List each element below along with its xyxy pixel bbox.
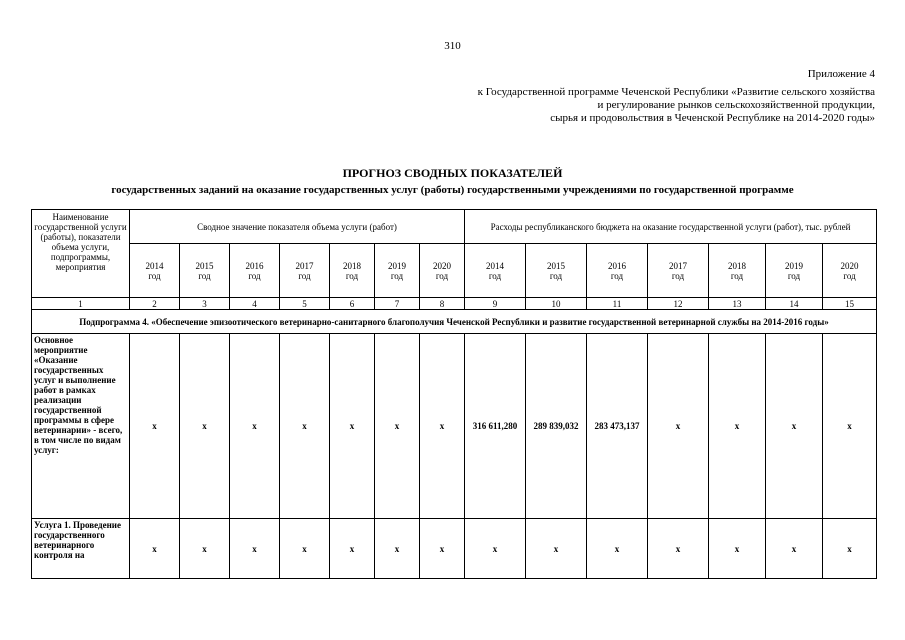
header-year: 2016 год: [230, 244, 280, 298]
column-number: 14: [766, 298, 823, 310]
column-number: 8: [420, 298, 465, 310]
table-cell: x: [280, 519, 330, 579]
table-cell: x: [130, 334, 180, 519]
table-cell: x: [420, 334, 465, 519]
appendix-line: сырья и продовольствия в Чеченской Республике на 2014-2020 годы»: [550, 112, 875, 124]
subprogram-title: Подпрограмма 4. «Обеспечение эпизоотического ветеринарно-санитарного благополучия Чеченской Республики и развитие государственной ветеринарной службы на 2014-2016 годы»: [32, 310, 877, 334]
header-name-column: Наименование государственной услуги (работы), показатели объема услуги, подпрограммы, мероприятия: [32, 210, 130, 298]
table-cell: x: [230, 519, 280, 579]
table-cell: x: [375, 519, 420, 579]
table-cell: x: [766, 334, 823, 519]
header-year: 2019 год: [766, 244, 823, 298]
column-number: 3: [180, 298, 230, 310]
header-year: 2014 год: [130, 244, 180, 298]
table-cell: x: [709, 334, 766, 519]
header-group-expenses: Расходы республиканского бюджета на оказание государственной услуги (работ), тыс. рублей: [465, 210, 877, 244]
header-year: 2020 год: [823, 244, 877, 298]
table-cell: x: [648, 519, 709, 579]
table-cell: x: [709, 519, 766, 579]
column-number: 10: [526, 298, 587, 310]
appendix-label: Приложение 4: [807, 68, 875, 80]
header-year: 2018 год: [330, 244, 375, 298]
table-cell: x: [330, 519, 375, 579]
appendix-line: и регулирование рынков сельскохозяйственной продукции,: [597, 99, 875, 111]
table-cell-amount: 289 839,032: [526, 334, 587, 519]
row-name: Основное мероприятие «Оказание государственных услуг и выполнение работ в рамках реализации государственной программы в сфере ветеринарии» - всего, в том числе по видам услуг:: [32, 334, 130, 519]
table-cell: x: [375, 334, 420, 519]
column-number: 2: [130, 298, 180, 310]
table-cell: x: [465, 519, 526, 579]
table-cell: x: [648, 334, 709, 519]
table-cell: x: [823, 519, 877, 579]
document-subtitle: государственных заданий на оказание государственных услуг (работы) государственными учреждениями по государственной программе: [111, 184, 794, 196]
table-cell: x: [180, 519, 230, 579]
table-cell-amount: 283 473,137: [587, 334, 648, 519]
column-number: 4: [230, 298, 280, 310]
table-cell: x: [230, 334, 280, 519]
page-number: 310: [444, 40, 461, 52]
header-group-volume: Сводное значение показателя объема услуги (работ): [130, 210, 465, 244]
table-cell: x: [823, 334, 877, 519]
column-number: 5: [280, 298, 330, 310]
header-year: 2015 год: [526, 244, 587, 298]
table-cell: x: [420, 519, 465, 579]
table-cell-amount: 316 611,280: [465, 334, 526, 519]
header-year: 2017 год: [648, 244, 709, 298]
table-row: [32, 334, 877, 519]
header-year: 2019 год: [375, 244, 420, 298]
table-cell: x: [330, 334, 375, 519]
column-number: 9: [465, 298, 526, 310]
header-years-row: [32, 244, 877, 298]
column-number: 1: [32, 298, 130, 310]
column-number: 12: [648, 298, 709, 310]
table-cell: x: [180, 334, 230, 519]
column-number: 15: [823, 298, 877, 310]
header-year: 2015 год: [180, 244, 230, 298]
header-year: 2018 год: [709, 244, 766, 298]
appendix-line: к Государственной программе Чеченской Республики «Развитие сельского хозяйства: [477, 86, 875, 98]
column-number: 11: [587, 298, 648, 310]
column-number: 13: [709, 298, 766, 310]
header-year: 2016 год: [587, 244, 648, 298]
header-year: 2020 год: [420, 244, 465, 298]
column-number: 6: [330, 298, 375, 310]
table-cell: x: [130, 519, 180, 579]
header-year: 2017 год: [280, 244, 330, 298]
document-title: ПРОГНОЗ СВОДНЫХ ПОКАЗАТЕЛЕЙ: [342, 166, 563, 180]
row-name: Услуга 1. Проведение государственного ветеринарного контроля на: [32, 519, 130, 579]
forecast-table: [31, 209, 877, 579]
header-year: 2014 год: [465, 244, 526, 298]
table-cell: x: [280, 334, 330, 519]
appendix-block: [478, 68, 875, 125]
table-cell: x: [526, 519, 587, 579]
table-cell: x: [587, 519, 648, 579]
column-number: 7: [375, 298, 420, 310]
subprogram-row: [32, 310, 877, 334]
column-numbers-row: [32, 298, 877, 310]
table-row: [32, 519, 877, 579]
table-cell: x: [766, 519, 823, 579]
